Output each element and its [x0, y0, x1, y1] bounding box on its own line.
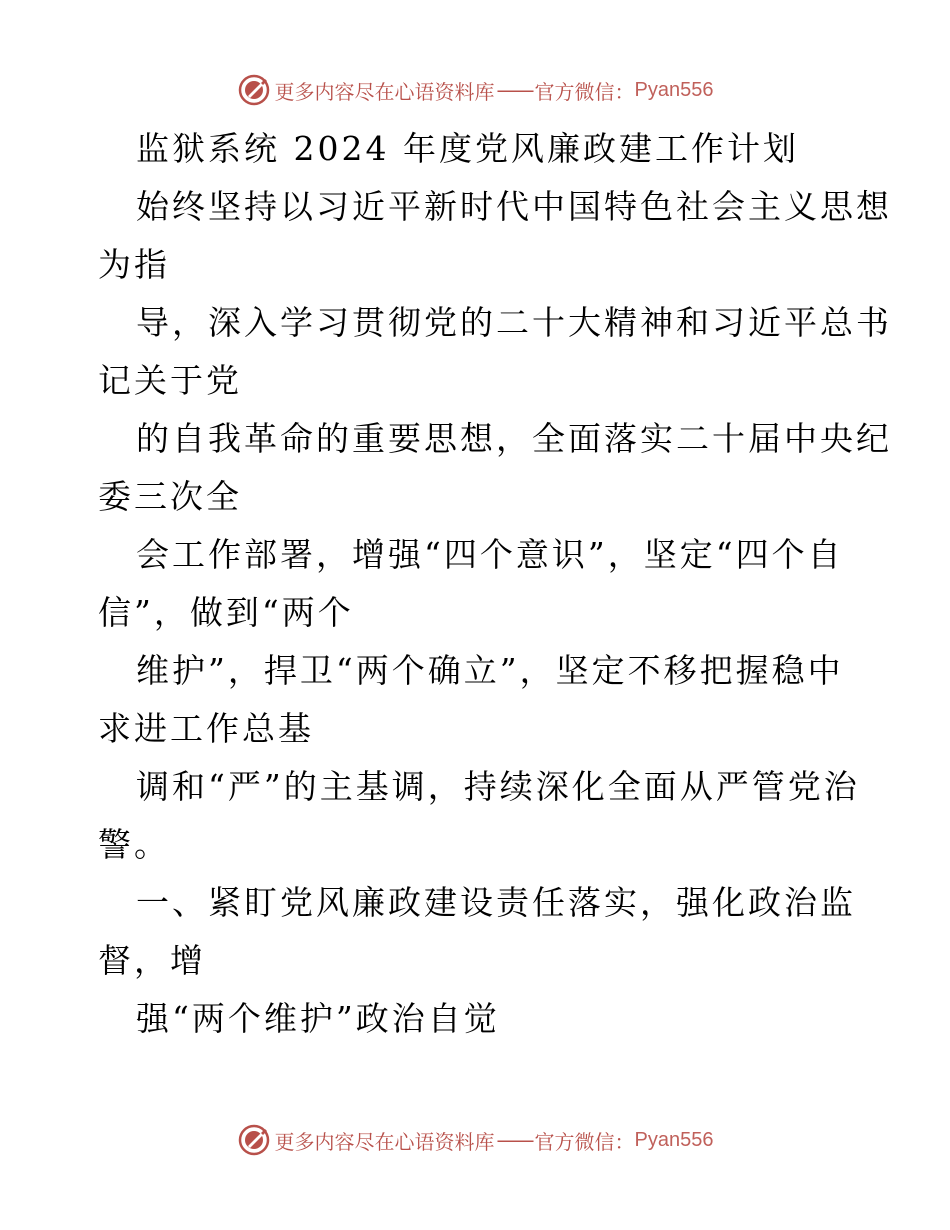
- paragraph-line: 委三次全: [98, 477, 242, 516]
- document-title: 监狱系统 2024 年度党风廉政建工作计划: [136, 129, 799, 168]
- paragraph-line: 维护”，捍卫“两个确立”，坚定不移把握稳中: [136, 651, 844, 690]
- banner-wechat-label: 官方微信：: [534, 79, 635, 104]
- paragraph-line: 调和“严”的主基调，持续深化全面从严管党治: [136, 767, 860, 806]
- banner-wechat-id: Pyan556: [634, 78, 714, 101]
- paragraph-line: 求进工作总基: [98, 709, 314, 748]
- banner-separator: ——: [496, 78, 533, 102]
- paragraph-line: 导，深入学习贯彻党的二十大精神和习近平总书: [136, 303, 892, 342]
- paragraph-line: 会工作部署，增强“四个意识”，坚定“四个自: [136, 535, 844, 574]
- banner-wechat-label: 官方微信：: [534, 1129, 635, 1154]
- paragraph-line: 记关于党: [98, 361, 242, 400]
- paragraph-line: 警。: [98, 825, 170, 864]
- section-heading-line: 一、紧盯党风廉政建设责任落实，强化政治监: [136, 883, 856, 922]
- paragraph-line: 信”，做到“两个: [98, 593, 354, 632]
- document-body: [98, 120, 892, 1048]
- pen-logo-icon: [237, 1123, 271, 1157]
- section-heading-line: 强“两个维护”政治自觉: [136, 999, 500, 1038]
- banner-separator: ——: [496, 1128, 533, 1152]
- banner-wechat-id: Pyan556: [634, 1128, 714, 1151]
- paragraph-line: 为指: [98, 245, 170, 284]
- paragraph-line: 的自我革命的重要思想，全面落实二十届中央纪: [136, 419, 892, 458]
- banner-text: 更多内容尽在心语资料库: [274, 79, 495, 104]
- footer-banner: [0, 1120, 950, 1160]
- paragraph-line: 始终坚持以习近平新时代中国特色社会主义思想: [136, 187, 892, 226]
- header-banner: [0, 70, 950, 110]
- pen-logo-icon: [237, 73, 271, 107]
- section-heading-line: 督，增: [98, 941, 206, 980]
- banner-text: 更多内容尽在心语资料库: [274, 1129, 495, 1154]
